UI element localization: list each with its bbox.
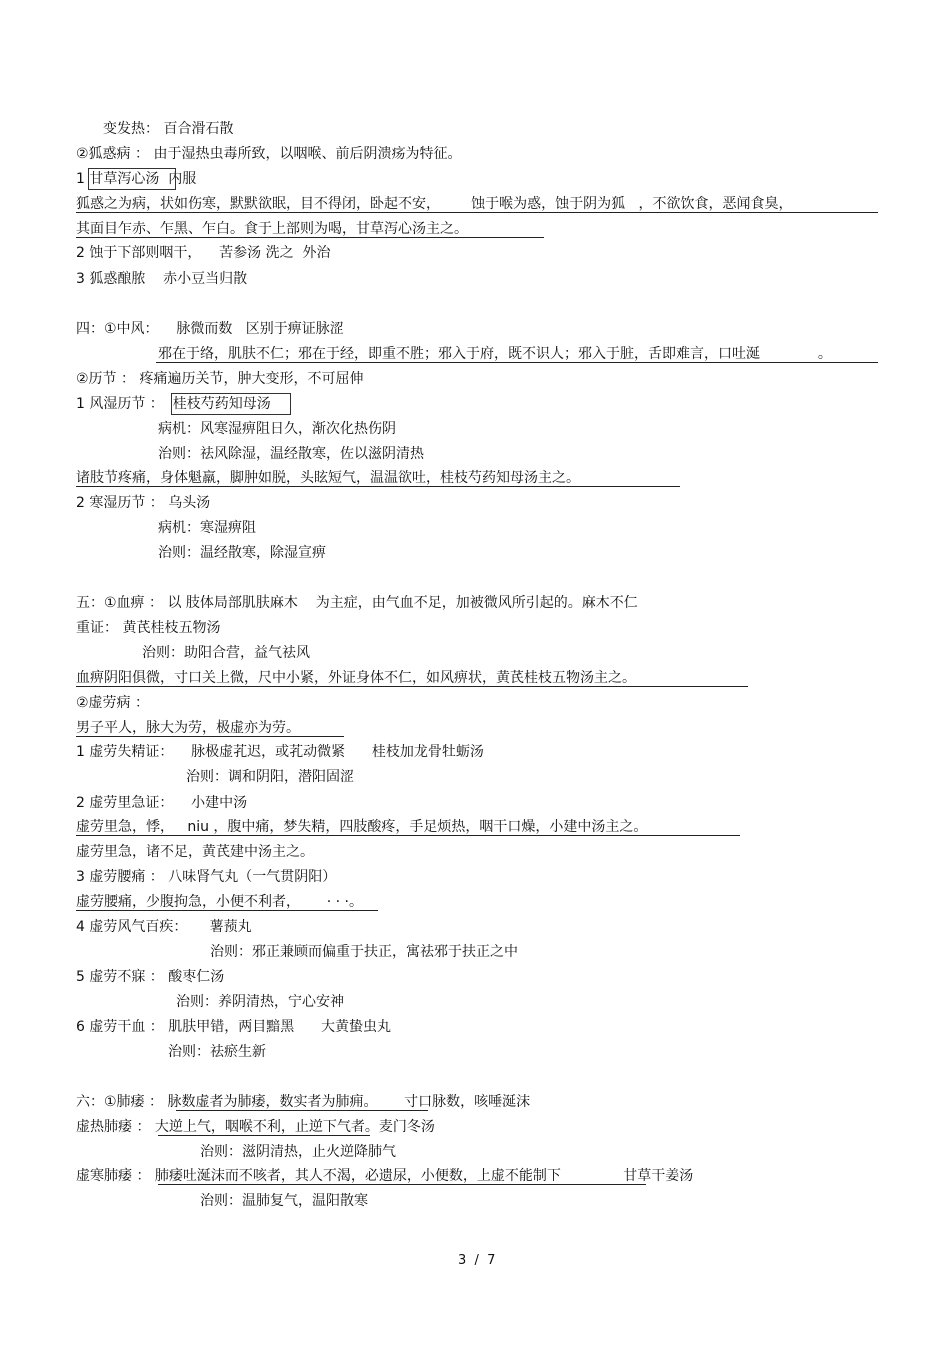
text-line-31: 4 虚劳风气百疾： 薯蓣丸 — [76, 919, 252, 935]
text-line-19: 重证： 黄芪桂枝五物汤 — [76, 620, 221, 636]
underline-27 — [76, 835, 740, 836]
text-line-32: 治则：邪正兼顾而偏重于扶正，寓祛邪于扶正之中 — [210, 944, 518, 960]
text-line-6: 2 蚀于下部则咽干， 苦参汤 洗之 外治 — [76, 245, 331, 261]
text-line-26: 2 虚劳里急证： 小建中汤 — [76, 795, 248, 811]
underline-38 — [158, 1135, 370, 1136]
underline-5 — [76, 237, 544, 238]
text-line-22: ②虚劳病 ： — [76, 695, 150, 711]
text-line-12: 病机：风寒湿痹阻日久，渐次化热伤阴 — [158, 421, 396, 437]
text-line-17: 治则：温经散寒，除湿宣痹 — [158, 545, 326, 561]
text-line-23: 男子平人，脉大为劳，极虚亦为劳。 — [76, 720, 300, 736]
text-line-9: 邪在于络，肌肤不仁；邪在于经，即重不胜；邪入于府，既不识人；邪入于脏，舌即难言，口吐涎 。 — [158, 346, 832, 362]
text-line-29: 3 虚劳腰痛 ： 八味肾气丸（一气贯阴阳） — [76, 869, 337, 885]
text-line-38: 虚热肺痿 ： 大逆上气，咽喉不利，止逆下气者。麦门冬汤 — [76, 1119, 435, 1135]
text-line-8: 四：①中风： 脉微而数 区别于痹证脉涩 — [76, 321, 344, 337]
text-line-39: 治则：滋阴清热，止火逆降肺气 — [200, 1144, 396, 1160]
text-line-5: 其面目乍赤、乍黑、乍白。食于上部则为喝，甘草泻心汤主之。 — [76, 221, 468, 237]
text-line-7: 3 狐惑酿脓 赤小豆当归散 — [76, 271, 248, 287]
text-line-20: 治则：助阳合营，益气祛风 — [142, 645, 310, 661]
text-line-27: 虚劳里急，悸， niu ，腹中痛，梦失精，四肢酸疼，手足烦热，咽干口燥，小建中汤主之。 — [76, 819, 648, 835]
text-line-36: 治则：祛瘀生新 — [168, 1044, 266, 1060]
text-line-34: 治则：养阴清热，宁心安神 — [176, 994, 344, 1010]
page-number: 3 / 7 — [458, 1253, 496, 1268]
underline-9 — [156, 362, 878, 363]
text-line-21: 血痹阴阳俱微，寸口关上微，尺中小紧，外证身体不仁，如风痹状，黄芪桂枝五物汤主之。 — [76, 670, 636, 686]
formula-box-gancao-xiexin — [88, 168, 176, 190]
underline-23 — [76, 736, 344, 737]
text-line-15: 2 寒湿历节 ： 乌头汤 — [76, 495, 211, 511]
text-line-13: 治则：祛风除湿，温经散寒，佐以滋阴清热 — [158, 446, 424, 462]
underline-21 — [76, 686, 748, 687]
text-line-28: 虚劳里急，诸不足，黄芪建中汤主之。 — [76, 844, 314, 860]
text-line-4: 狐惑之为病，状如伤寒，默默欲眠，目不得闭，卧起不安， 蚀于喉为惑，蚀于阴为狐 ，不欲饮食，恶闻食臭， — [76, 196, 793, 212]
underline-37 — [176, 1110, 428, 1111]
text-line-18: 五：①血痹 ： 以 肢体局部肌肤麻木 为主症，由气血不足，加被微风所引起的。麻木不仁 — [76, 595, 638, 611]
text-line-25: 治则：调和阴阳，潜阳固涩 — [186, 769, 354, 785]
text-line-3: 1 甘草泻心汤 内服 — [76, 171, 197, 187]
text-line-41: 治则：温肺复气，温阳散寒 — [200, 1193, 368, 1209]
underline-40 — [158, 1184, 646, 1185]
underline-30 — [76, 910, 378, 911]
text-line-37: 六：①肺痿 ： 脉数虚者为肺痿，数实者为肺痈。 寸口脉数，咳唾涎沫 — [76, 1094, 531, 1110]
text-line-16: 病机：寒湿痹阻 — [158, 520, 256, 536]
underline-4 — [76, 212, 878, 213]
text-line-1: 变发热： 百合滑石散 — [103, 121, 234, 137]
text-line-40: 虚寒肺痿 ： 肺痿吐涎沫而不咳者，其人不渴，必遗尿，小便数，上虚不能制下 甘草干姜汤 — [76, 1168, 694, 1184]
formula-box-guizhi-shaoyao-zhimu — [171, 393, 291, 415]
text-line-30: 虚劳腰痛，少腹拘急，小便不利者， · · ·。 — [76, 894, 363, 910]
text-line-14: 诸肢节疼痛，身体魁羸，脚肿如脱，头眩短气，温温欲吐，桂枝芍药知母汤主之。 — [76, 470, 580, 486]
text-line-35: 6 虚劳干血 ： 肌肤甲错，两目黯黑 大黄蛰虫丸 — [76, 1019, 391, 1035]
text-line-24: 1 虚劳失精证： 脉极虚芤迟，或芤动微紧 桂枝加龙骨牡蛎汤 — [76, 744, 484, 760]
text-line-11: 1 风湿历节 ： 桂枝芍药知母汤 — [76, 396, 271, 412]
text-line-33: 5 虚劳不寐 ： 酸枣仁汤 — [76, 969, 225, 985]
text-line-2: ②狐惑病 ： 由于湿热虫毒所致，以咽喉、前后阴溃疡为特征。 — [76, 146, 462, 162]
text-line-10: ②历节 ： 疼痛遍历关节，肿大变形，不可屈伸 — [76, 371, 364, 387]
underline-14 — [76, 486, 680, 487]
